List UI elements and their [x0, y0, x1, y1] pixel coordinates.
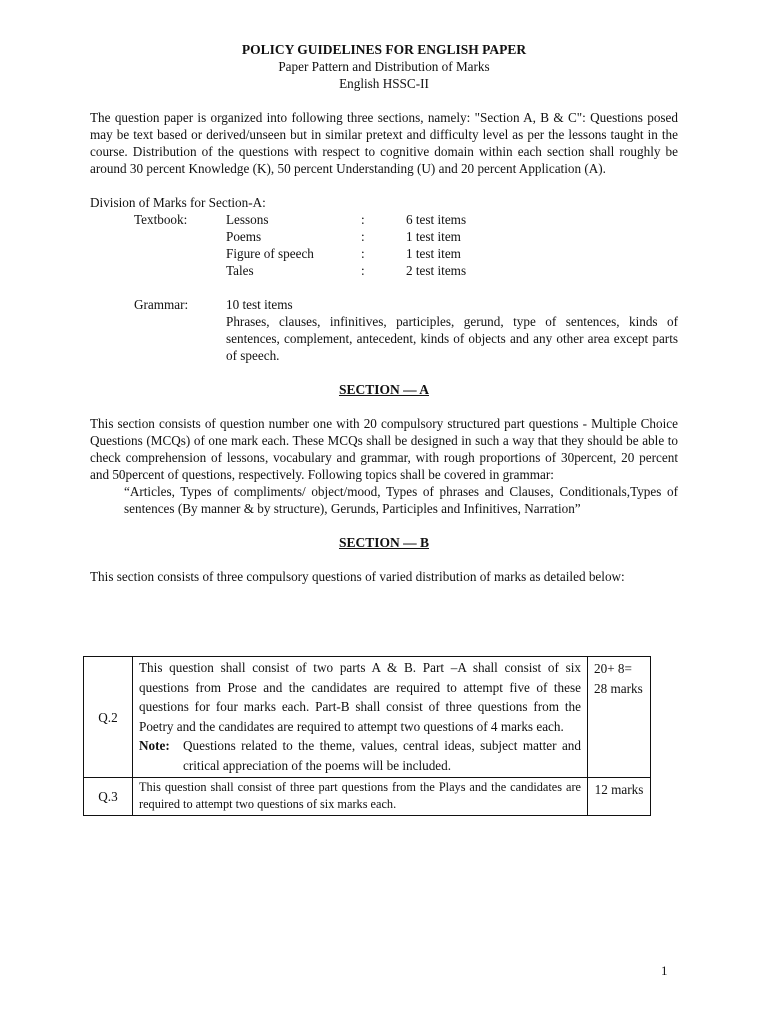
textbook-table [134, 211, 466, 279]
note-label: Note: [139, 738, 170, 753]
table-row [134, 228, 466, 245]
question-number: Q.2 [84, 657, 133, 778]
grammar-row [134, 296, 678, 364]
marks-line: 28 marks [594, 680, 643, 696]
marks-line: 20+ 8= [594, 661, 632, 676]
section-a-heading: SECTION — A [338, 382, 430, 397]
question-number: Q.3 [84, 778, 133, 816]
document-page [90, 41, 678, 585]
questions-table [83, 656, 651, 816]
table-row [84, 778, 651, 816]
topic-sep: : [361, 229, 365, 244]
topic-item: Lessons [226, 212, 269, 227]
division-heading: Division of Marks for Section-A: [90, 195, 266, 210]
page-number: 1 [661, 963, 668, 978]
topic-count: 6 test items [406, 212, 467, 227]
class-line: English HSSC-II [339, 76, 429, 91]
textbook-label: Textbook: [134, 212, 188, 227]
section-a-paragraph: This section consists of question number one with 20 compulsory structured part questions - Multiple Choice Questions (MCQs) of one mark each. These MCQs shall be designed in such a way that they should be able to check comprehension of lessons, vocabulary and grammar, with rough proportions of 30percent, 20 percent and 50percent of questions, respectively. Following topics shall be covered in grammar: [90, 416, 678, 482]
topic-sep: : [361, 263, 365, 278]
table-row [134, 245, 466, 262]
question-note [139, 736, 581, 775]
intro-paragraph: The question paper is organized into following three sections, namely: "Section A, B & C": Questions posed may be text based or derived/unseen but in similar pretext and difficulty level as per the lessons taught in the course. Distribution of the questions with respect to cognitive domain within each section shall roughly be around 30 percent Knowledge (K), 50 percent Understanding (U) and 20 percent Application (A). [90, 110, 678, 176]
question-marks [588, 657, 651, 778]
table-row [134, 262, 466, 279]
note-text: Questions related to the theme, values, central ideas, subject matter and critical appreciation of the poems will be included. [183, 738, 581, 773]
topic-count: 1 test item [406, 246, 461, 261]
table-row [134, 211, 466, 228]
question-marks: 12 marks [588, 778, 651, 816]
topic-item: Figure of speech [226, 246, 314, 261]
topic-count: 1 test item [406, 229, 461, 244]
document-title: POLICY GUIDELINES FOR ENGLISH PAPER [241, 42, 527, 57]
document-subtitle: Paper Pattern and Distribution of Marks [278, 59, 490, 74]
question-text: This question shall consist of two parts A & B. Part –A shall consist of six questions from Prose and the candidates are required to attempt five of these questions for four marks each. Part-B shall consist of three questions from the Poetry and the candidates are required to attempt two questions of 4 marks each. [139, 660, 581, 734]
question-text: This question shall consist of three part questions from the Plays and the candidates are required to attempt two questions of six marks each. [133, 778, 588, 816]
grammar-topics-quote: “Articles, Types of compliments/ object/mood, Types of phrases and Clauses, Conditionals,Types of sentences (By manner & by structure), Gerunds, Participles and Infinitives, Narration” [124, 484, 678, 516]
section-b-paragraph: This section consists of three compulsory questions of varied distribution of marks as detailed below: [90, 569, 625, 584]
topic-sep: : [361, 246, 365, 261]
grammar-label: Grammar: [134, 297, 189, 312]
table-row [84, 657, 651, 778]
section-b-heading: SECTION — B [338, 535, 430, 550]
topic-count: 2 test items [406, 263, 467, 278]
grammar-count: 10 test items [226, 297, 293, 312]
topic-item: Tales [226, 263, 254, 278]
grammar-description: Phrases, clauses, infinitives, participles, gerund, type of sentences, kinds of sentences, complement, antecedent, kinds of objects and any other area except parts of speech. [226, 314, 678, 363]
topic-sep: : [361, 212, 365, 227]
question-text-cell [133, 657, 588, 778]
topic-item: Poems [226, 229, 262, 244]
